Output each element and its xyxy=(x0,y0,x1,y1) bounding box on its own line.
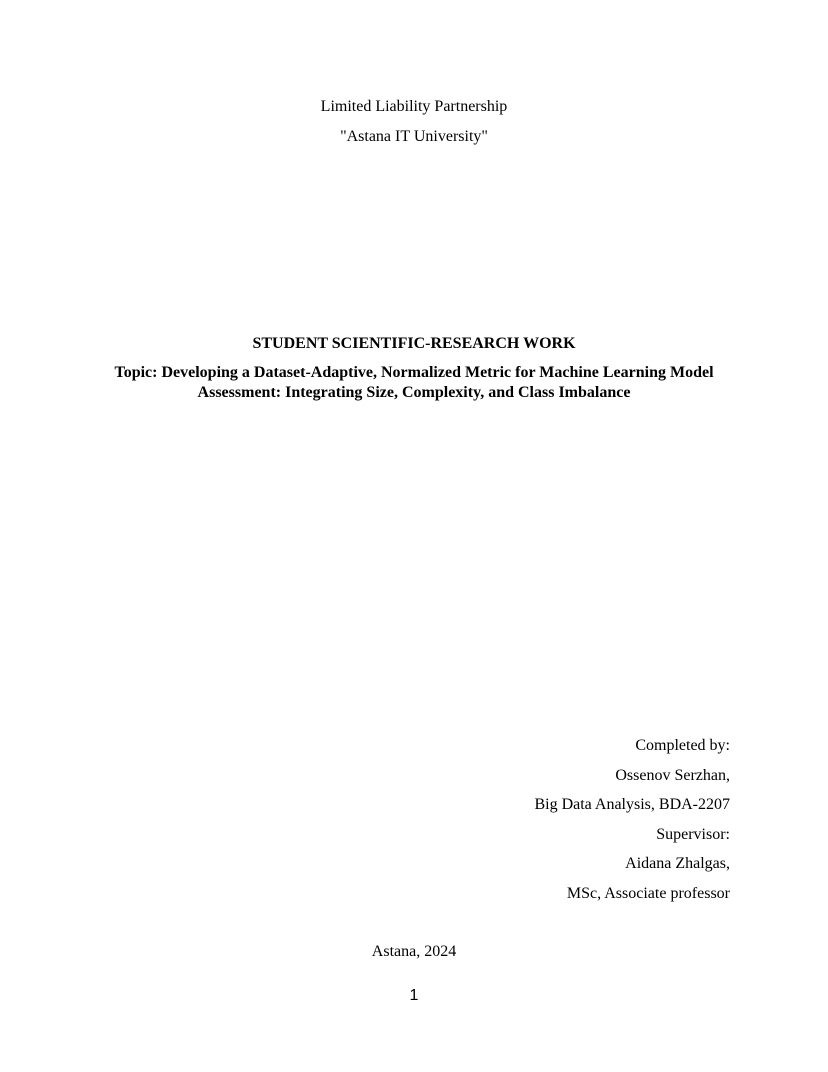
page-number: 1 xyxy=(409,987,419,1004)
topic-line-2: Assessment: Integrating Size, Complexity, and Class Imbalance xyxy=(197,384,631,401)
organization-line-2: "Astana IT University" xyxy=(340,128,488,145)
completed-by-label: Completed by: xyxy=(635,737,730,754)
supervisor-label: Supervisor: xyxy=(656,825,730,843)
work-title: STUDENT SCIENTIFIC-RESEARCH WORK xyxy=(252,335,576,352)
city-year: Astana, 2024 xyxy=(371,943,457,960)
supervisor-name: Aidana Zhalgas, xyxy=(625,855,730,873)
student-program: Big Data Analysis, BDA-2207 xyxy=(534,796,730,814)
topic-line-1: Topic: Developing a Dataset-Adaptive, Normalized Metric for Machine Learning Model xyxy=(114,364,714,381)
topic-block xyxy=(0,363,828,403)
supervisor-title: MSc, Associate professor xyxy=(566,884,730,902)
organization-line-1: Limited Liability Partnership xyxy=(320,98,508,115)
student-name: Ossenov Serzhan, xyxy=(615,766,730,784)
credits-block xyxy=(534,736,730,914)
